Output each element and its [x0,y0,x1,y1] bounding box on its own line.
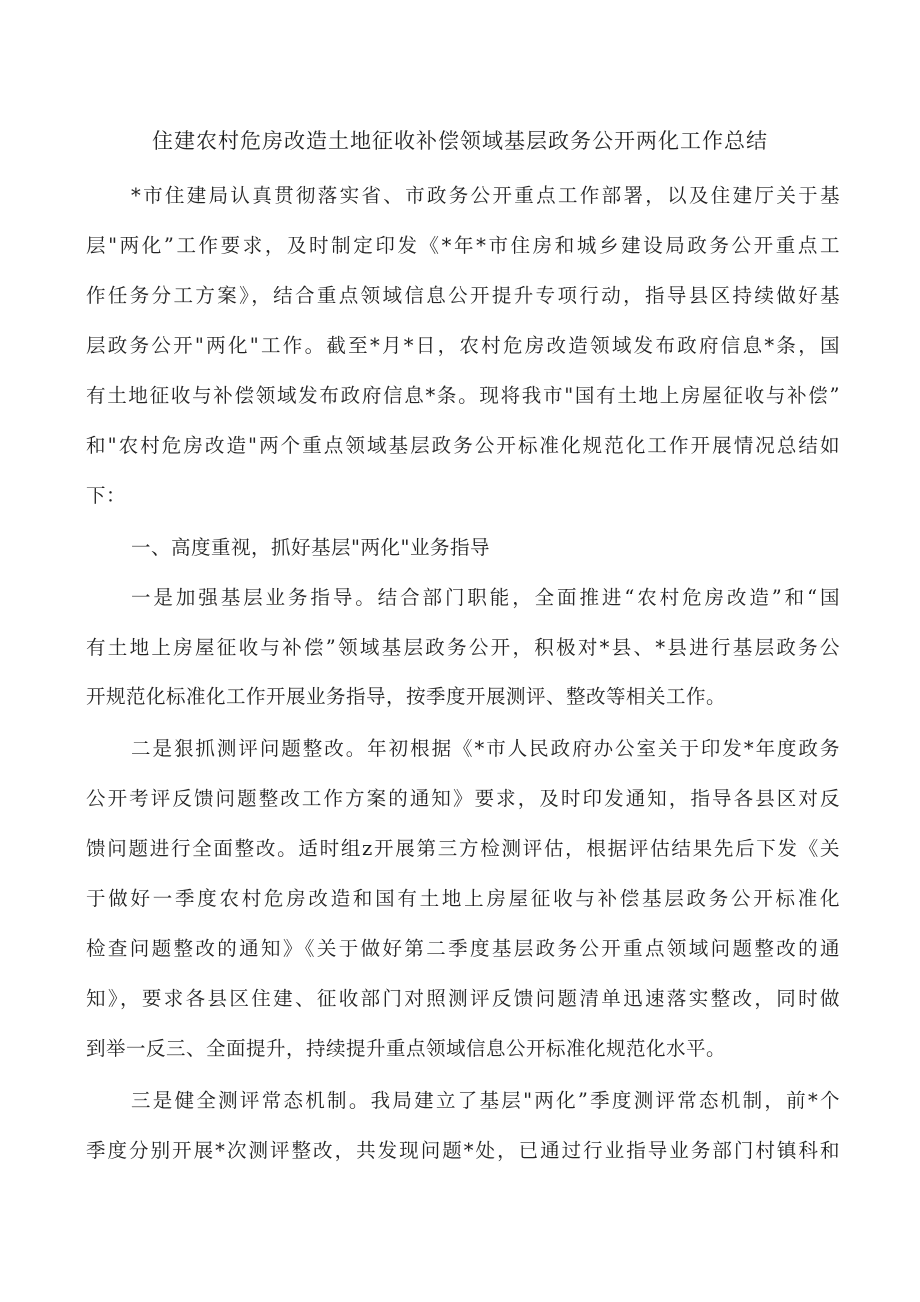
paragraph-line: 作任务分工方案》，结合重点领域信息公开提升专项行动，指导县区持续做好基 [86,284,840,307]
paragraph-line: 知》，要求各县区住建、征收部门对照测评反馈问题清单迅速落实整改，同时做 [86,987,840,1010]
paragraph-line: 三是健全测评常态机制。我局建立了基层"两化”季度测评常态机制，前*个 [131,1089,840,1112]
document-title: 住建农村危房改造土地征收补偿领域基层政务公开两化工作总结 [152,129,768,153]
paragraph-line: 有土地征收与补偿领域发布政府信息*条。现将我市"国有土地上房屋征收与补偿” [86,384,840,407]
paragraph-line: 公开考评反馈问题整改工作方案的通知》要求，及时印发通知，指导各县区对反 [86,787,840,810]
paragraph-line: 层政务公开"两化"工作。截至*月*日，农村危房改造领域发布政府信息*条，国 [86,334,840,357]
paragraph-line: 有土地上房屋征收与补偿”领域基层政务公开，积极对*县、*县进行基层政务公 [86,636,840,659]
paragraph-line: 于做好一季度农村危房改造和国有土地上房屋征收与补偿基层政务公开标准化 [86,887,840,910]
paragraph-line: 开规范化标准化工作开展业务指导，按季度开展测评、整改等相关工作。 [86,685,727,708]
paragraph-line: *市住建局认真贯彻落实省、市政务公开重点工作部署，以及住建厅关于基 [131,184,840,207]
paragraph-line: 层"两化”工作要求，及时制定印发《*年*市住房和城乡建设局政务公开重点工 [86,234,840,257]
paragraph-line: 到举一反三、全面提升，持续提升重点领域信息公开标准化规范化水平。 [86,1037,727,1060]
paragraph-line: 馈问题进行全面整改。适时组z开展第三方检测评估，根据评估结果先后下发《关 [86,837,840,860]
paragraph-line: 检查问题整改的通知》《关于做好第二季度基层政务公开重点领域问题整改的通 [86,937,840,960]
paragraph-line: 一是加强基层业务指导。结合部门职能，全面推进“农村危房改造”和“国 [131,586,840,609]
paragraph-line: 和"农村危房改造"两个重点领域基层政务公开标准化规范化工作开展情况总结如 [86,434,840,457]
paragraph-line: 季度分别开展*次测评整改，共发现问题*处，已通过行业指导业务部门村镇科和 [86,1139,840,1162]
section-heading: 一、高度重视，抓好基层"两化"业务指导 [131,536,490,559]
paragraph-line: 下： [86,484,127,507]
paragraph-line: 二是狠抓测评问题整改。年初根据《*市人民政府办公室关于印发*年度政务 [131,737,840,760]
